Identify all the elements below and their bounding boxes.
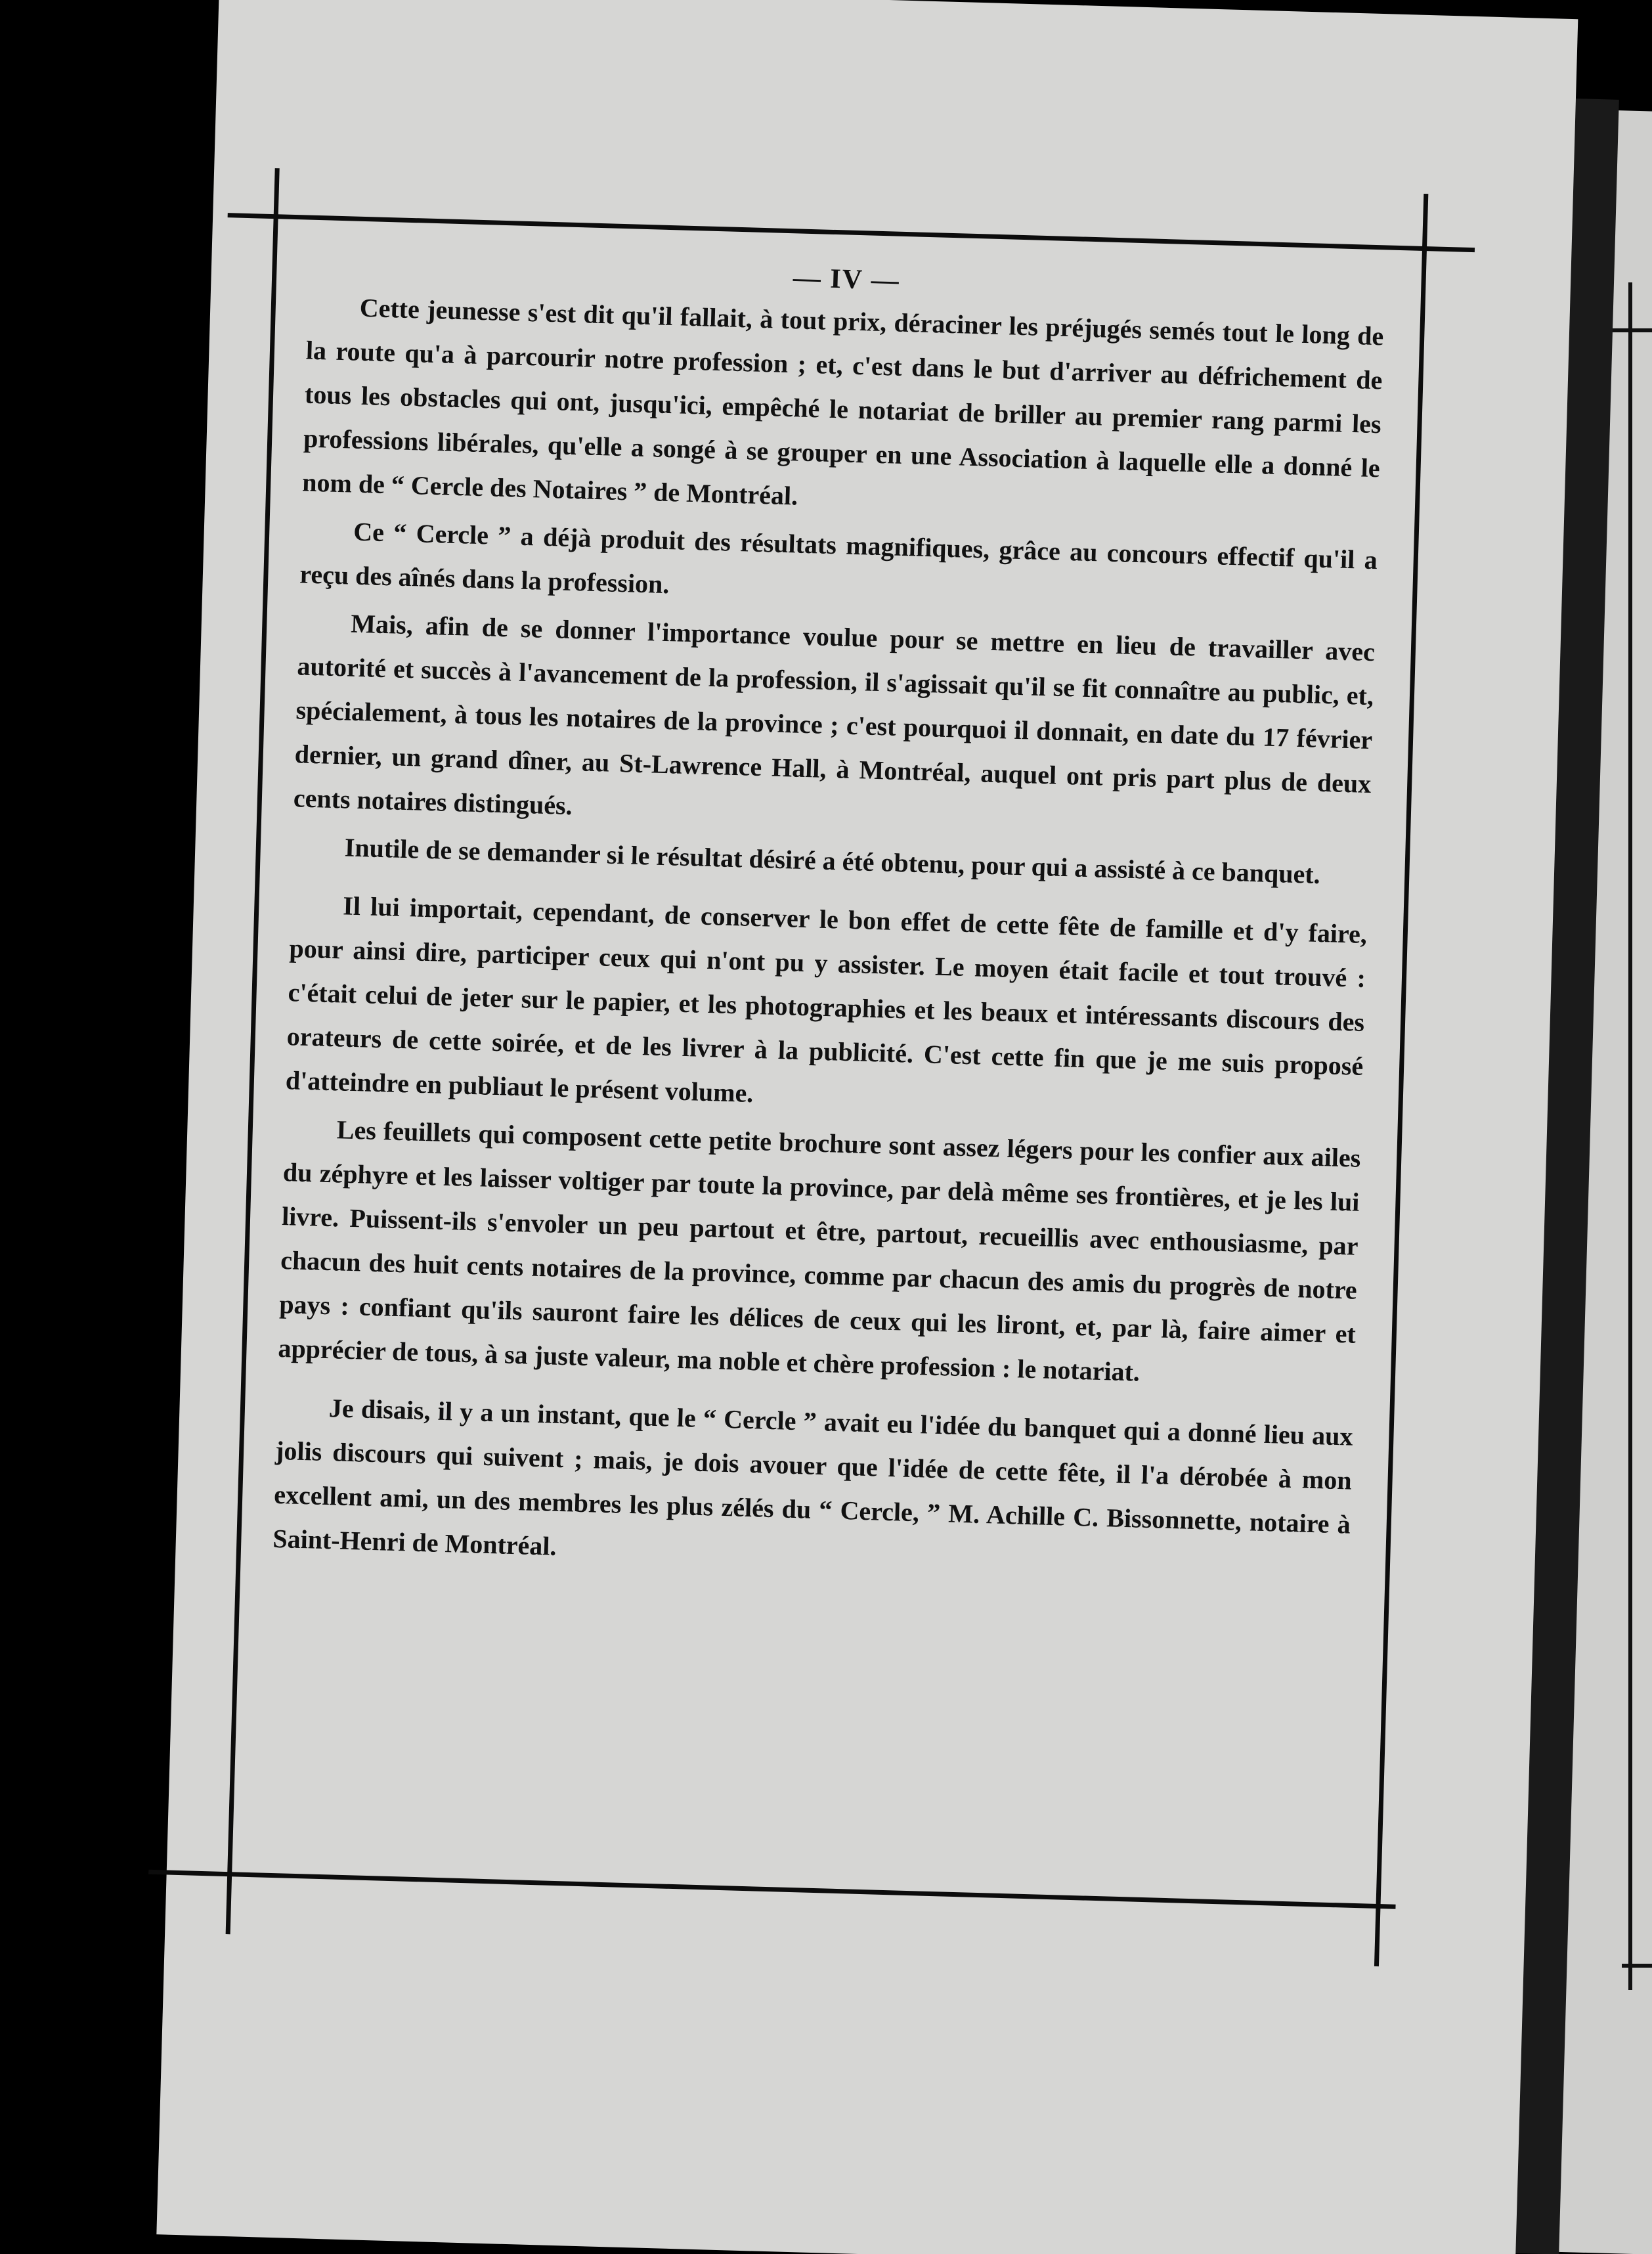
page-text: [272, 245, 1385, 1591]
paragraph: Les feuillets qui composent cette petite brochure sont assez légers pour les confier aux ailes du zéphyre et les laisser voltiger par toute la province, par delà même ses frontières, et je les lui livre. Puissent-ils s'envoler un peu partout et être, partout, recueillis avec enthousiasme, par chacun des huit cents notaires de la province, comme par chacun des amis du progrès de notre pays : confiant qu'ils sauront faire les délices de ceux qui les liront, et, par là, faire aimer et apprécier de tous, à sa juste valeur, ma noble et chère profession : le notariat.: [277, 1115, 1361, 1387]
adjacent-page-rule: [1622, 1964, 1652, 1968]
paragraph: Cette jeunesse s'est dit qu'il fallait, à tout prix, déraciner les préjugés semés tout le long de la route qu'a à parcourir notre profession ; et, c'est dans le but d'arriver au défrichement de tous les obstacles qui ont, jusqu'ici, empêché le notariat de briller au premier rang parmi les professions libérales, qu'elle a songé à se grouper en une Association à laquelle elle a donné le nom de “ Cercle des Notaires ” de Montréal.: [301, 292, 1384, 511]
page-number: — IV —: [793, 263, 901, 296]
paragraph: Inutile de se demander si le résultat désiré a été obtenu, pour qui a assisté à ce banquet.: [344, 832, 1321, 889]
page-frame: [226, 214, 1422, 1960]
paragraph: Je disais, il y a un instant, que le “ Cercle ” avait eu l'idée du banquet qui a donné lieu aux jolis discours qui suivent ; mais, je dois avouer que l'idée de cette fête, il l'a dérobée à mon excellent ami, un des membres les plus zélés du “ Cercle, ” M. Achille C. Bissonnette, notaire à Saint-Henri de Montréal.: [272, 1393, 1354, 1561]
adjacent-page-rule: [1628, 282, 1632, 1990]
frame-rule-bottom: [148, 1870, 1395, 1909]
paragraph: Il lui importait, cependant, de conserver le bon effet de cette fête de famille et d'y faire, pour ainsi dire, participer ceux qui n'ont pu y assister. Le moyen était facile et tout trouvé : c'était celui de jeter sur le papier, et les photographies et les beaux et intéressants discours des orateurs de cette soirée, et de les livrer à la publicité. C'est cette fin que je me suis proposé d'atteindre en publiaut le présent volume.: [285, 891, 1368, 1108]
paragraph: Mais, afin de se donner l'importance voulue pour se mettre en lieu de travailler avec autorité et succès à l'avancement de la profession, il s'agissait qu'il se fit connaître au public, et, spécialement, à tous les notaires de la province ; c'est pourquoi il donnait, en date du 17 février dernier, un grand dîner, au St-Lawrence Hall, à Montréal, auquel ont pris part plus de deux cents notaires distingués.: [293, 608, 1376, 821]
paragraph: Ce “ Cercle ” a déjà produit des résultats magnifiques, grâce au concours effectif qu'il a reçu des aînés dans la profession.: [299, 516, 1378, 600]
